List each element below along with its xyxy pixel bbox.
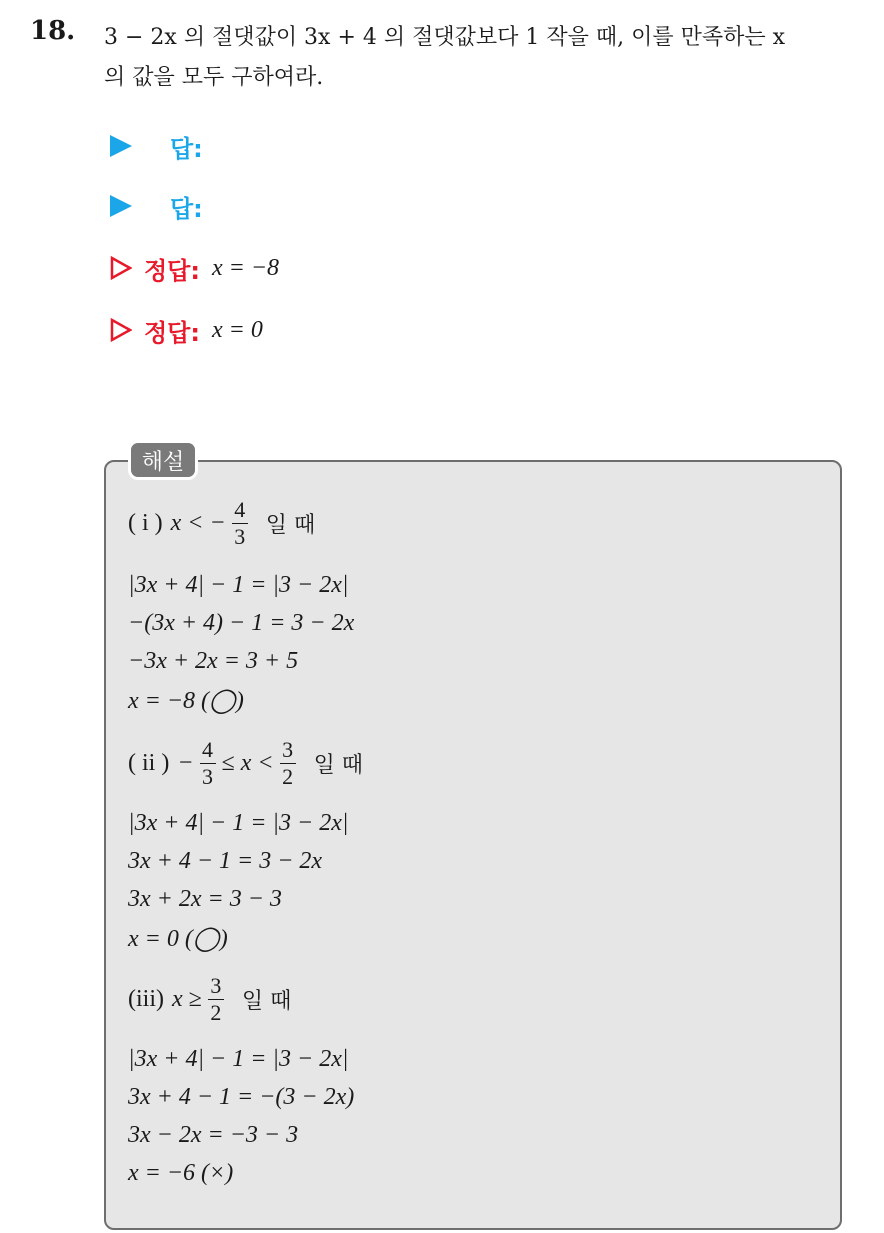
correct-answer-row-1 [110, 248, 279, 288]
correct-answer-value: x = 0 [211, 316, 263, 343]
step: |3x + 4| − 1 = |3 − 2x| [128, 572, 349, 598]
play-triangle-icon [110, 135, 132, 157]
question-line-1: 3 − 2x 의 절댓값이 3x + 4 의 절댓값보다 1 작을 때, 이를 만족하는 x [104, 25, 786, 50]
question-line-2: 의 값을 모두 구하여라. [104, 65, 324, 90]
fraction: $\frac{3}{2}$ [280, 738, 296, 789]
answer-label: 답: [170, 134, 203, 163]
outline-triangle-icon [110, 256, 132, 280]
case-2-header: ( ii ) − $\frac{4}{3}$ ≤ x < $\frac{3}{2}$ 일 때 [128, 737, 364, 789]
step: −3x + 2x = 3 + 5 [128, 648, 299, 674]
step: x = 0 (◯) [128, 926, 228, 952]
answer-label: 답: [170, 194, 203, 223]
step: 3x + 4 − 1 = −(3 − 2x) [128, 1084, 355, 1110]
case-1-header: ( i ) x < − $\frac{4}{3}$ 일 때 [128, 497, 316, 549]
step: 3x + 2x = 3 − 3 [128, 886, 282, 912]
solution-tag: 해설 [128, 440, 198, 480]
correct-answer-value: x = −8 [211, 254, 280, 281]
fraction: $\frac{4}{3}$ [232, 498, 248, 549]
question-number: 18. [30, 16, 76, 46]
step: −(3x + 4) − 1 = 3 − 2x [128, 610, 355, 636]
question-text [104, 18, 874, 98]
step: |3x + 4| − 1 = |3 − 2x| [128, 1046, 349, 1072]
play-triangle-icon [110, 195, 132, 217]
step: |3x + 4| − 1 = |3 − 2x| [128, 810, 349, 836]
correct-answer-label: 정답: [144, 256, 200, 285]
correct-answer-label: 정답: [144, 318, 200, 347]
step: 3x + 4 − 1 = 3 − 2x [128, 848, 323, 874]
correct-answer-row-2 [110, 310, 263, 350]
answer-row-2 [110, 186, 203, 226]
step: 3x − 2x = −3 − 3 [128, 1122, 299, 1148]
step: x = −8 (◯) [128, 688, 244, 714]
outline-triangle-icon [110, 318, 132, 342]
case-3-header: (iii) x ≥ $\frac{3}{2}$ 일 때 [128, 973, 292, 1025]
fraction: $\frac{3}{2}$ [208, 974, 224, 1025]
step: x = −6 (×) [128, 1160, 234, 1186]
fraction: $\frac{4}{3}$ [200, 738, 216, 789]
answer-row-1 [110, 126, 203, 166]
